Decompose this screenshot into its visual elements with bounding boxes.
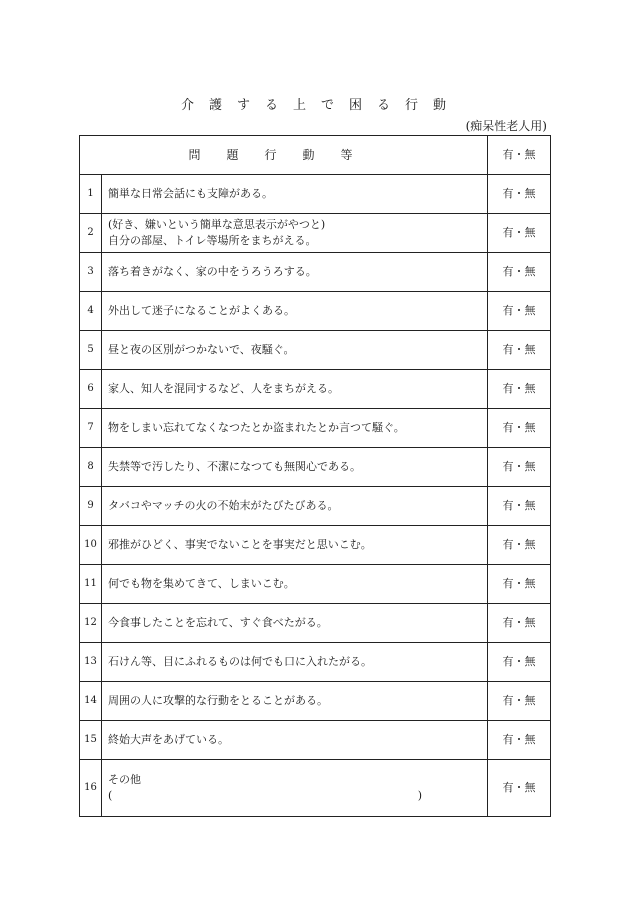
row-answer[interactable]: 有・無 (488, 760, 551, 817)
row-answer[interactable]: 有・無 (488, 682, 551, 721)
row-text-line1: その他 (108, 773, 141, 786)
row-answer[interactable]: 有・無 (488, 643, 551, 682)
row-number: 6 (80, 370, 102, 409)
row-text: 落ち着きがなく、家の中をうろうろする。 (102, 253, 488, 292)
paren-open: ( (108, 789, 113, 802)
row-number: 10 (80, 526, 102, 565)
row-answer[interactable]: 有・無 (488, 565, 551, 604)
row-text: タバコやマッチの火の不始末がたびたびある。 (102, 487, 488, 526)
row-number: 2 (80, 214, 102, 253)
table-row (80, 487, 551, 526)
table-row (80, 331, 551, 370)
row-text: 外出して迷子になることがよくある。 (102, 292, 488, 331)
row-answer[interactable]: 有・無 (488, 409, 551, 448)
row-number: 14 (80, 682, 102, 721)
row-text: 石けん等、目にふれるものは何でも口に入れたがる。 (102, 643, 488, 682)
row-answer[interactable]: 有・無 (488, 487, 551, 526)
row-text (102, 214, 488, 253)
row-number: 12 (80, 604, 102, 643)
behavior-table (79, 135, 551, 817)
header-answer-label: 有・無 (488, 136, 551, 175)
row-text: 簡単な日常会話にも支障がある。 (102, 175, 488, 214)
row-text: 邪推がひどく、事実でないことを事実だと思いこむ。 (102, 526, 488, 565)
row-text: 物をしまい忘れてなくなつたとか盗まれたとか言つて騒ぐ。 (102, 409, 488, 448)
row-answer[interactable]: 有・無 (488, 253, 551, 292)
row-number: 16 (80, 760, 102, 817)
row-answer[interactable]: 有・無 (488, 331, 551, 370)
document-title: 介護する上で困る行動 (180, 98, 461, 113)
other-detail-field[interactable] (108, 788, 422, 804)
row-text: 何でも物を集めてきて、しまいこむ。 (102, 565, 488, 604)
row-number: 7 (80, 409, 102, 448)
table-row (80, 721, 551, 760)
table-row (80, 370, 551, 409)
header-problem-label: 問題行動等 (80, 136, 488, 175)
table-row (80, 292, 551, 331)
table-row (80, 682, 551, 721)
row-number: 5 (80, 331, 102, 370)
row-answer[interactable]: 有・無 (488, 175, 551, 214)
row-answer[interactable]: 有・無 (488, 526, 551, 565)
row-number: 13 (80, 643, 102, 682)
row-number: 3 (80, 253, 102, 292)
row-number: 9 (80, 487, 102, 526)
row-text-line1: (好き、嫌いという簡単な意思表示がやつと) (108, 218, 326, 231)
row-text: 終始大声をあげている。 (102, 721, 488, 760)
row-answer[interactable]: 有・無 (488, 370, 551, 409)
row-text (102, 760, 488, 817)
table-row (80, 253, 551, 292)
row-number: 4 (80, 292, 102, 331)
row-text: 昼と夜の区別がつかないで、夜騒ぐ。 (102, 331, 488, 370)
table-row (80, 526, 551, 565)
table-row (80, 643, 551, 682)
row-number: 8 (80, 448, 102, 487)
row-number: 1 (80, 175, 102, 214)
table-row (80, 448, 551, 487)
document-subtitle: (痴呆性老人用) (465, 119, 547, 133)
table-row (80, 565, 551, 604)
row-text: 失禁等で汚したり、不潔になつても無関心である。 (102, 448, 488, 487)
table-row (80, 760, 551, 817)
table-row (80, 604, 551, 643)
table-row (80, 409, 551, 448)
table-row (80, 214, 551, 253)
row-text: 周囲の人に攻撃的な行動をとることがある。 (102, 682, 488, 721)
row-number: 15 (80, 721, 102, 760)
table-row (80, 175, 551, 214)
row-text: 家人、知人を混同するなど、人をまちがえる。 (102, 370, 488, 409)
table-header-row (80, 136, 551, 175)
row-answer[interactable]: 有・無 (488, 448, 551, 487)
row-answer[interactable]: 有・無 (488, 721, 551, 760)
row-text: 今食事したことを忘れて、すぐ食べたがる。 (102, 604, 488, 643)
row-answer[interactable]: 有・無 (488, 604, 551, 643)
paren-close: ) (417, 789, 422, 802)
row-answer[interactable]: 有・無 (488, 292, 551, 331)
row-number: 11 (80, 565, 102, 604)
row-text-line2: 自分の部屋、トイレ等場所をまちがえる。 (108, 234, 317, 247)
row-answer[interactable]: 有・無 (488, 214, 551, 253)
